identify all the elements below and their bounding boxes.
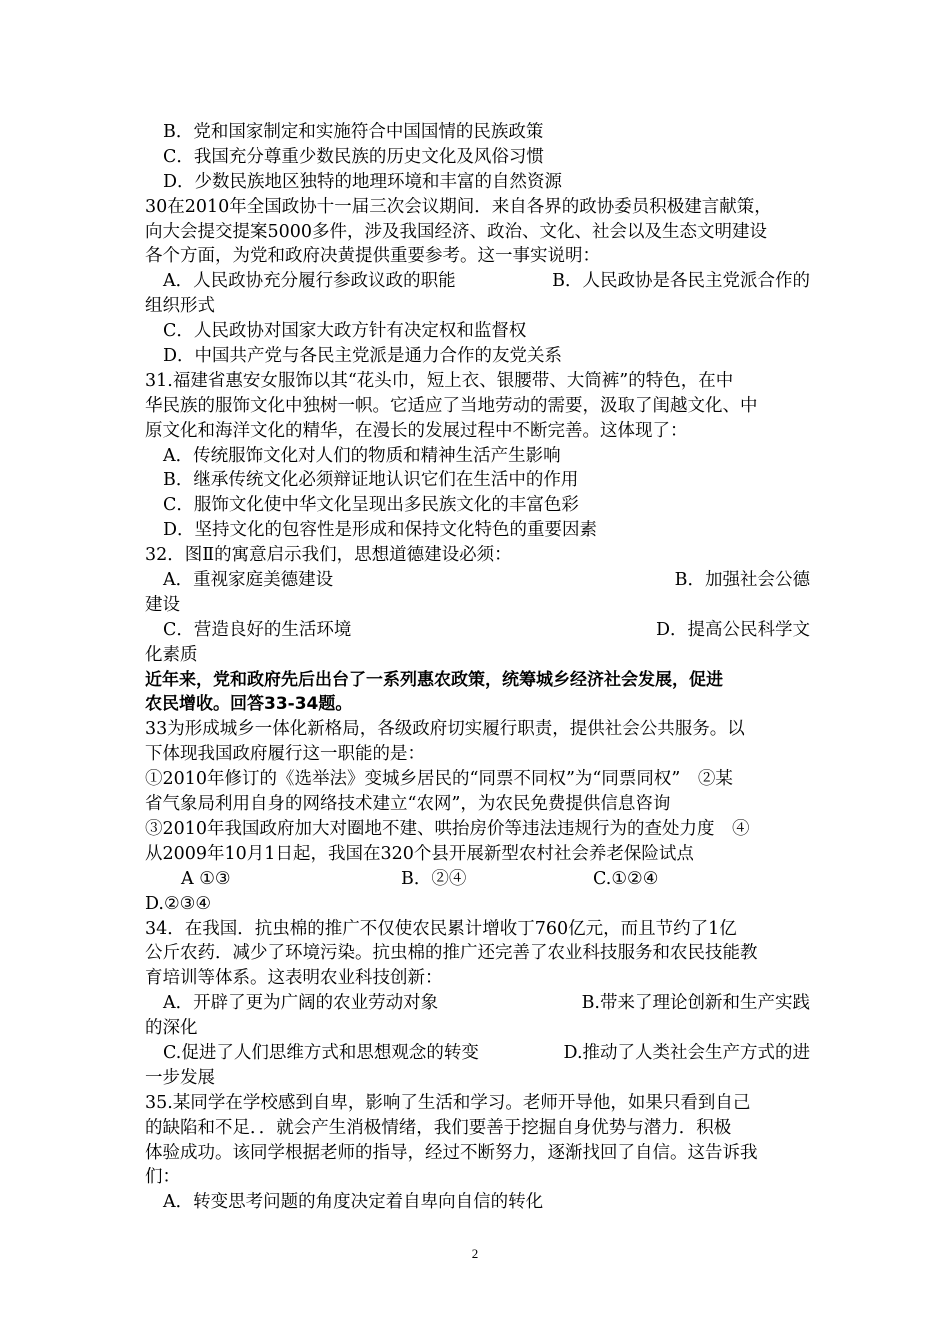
- q34-stem-2: 公斤农药．减少了环境污染。抗虫棉的推广还完善了农业科技服务和农民技能教: [145, 943, 758, 964]
- q33-item-4: 从2009年10月1日起，我国在320个县开展新型农村社会养老保险试点: [145, 843, 694, 864]
- q30-option-b-cont: 组织形式: [145, 296, 215, 317]
- q34-stem-3: 育培训等体系。这表明农业科技创新：: [145, 968, 443, 989]
- q30-option-b: B．人民政协是各民主党派合作的: [552, 271, 810, 292]
- q33-item-3: ③2010年我国政府加大对圈地不建、哄抬房价等违法违规行为的查处力度 ④: [145, 818, 750, 839]
- q35-stem-1: 35.某同学在学校感到自卑，影响了生活和学习。老师开导他，如果只看到自己: [145, 1092, 751, 1113]
- q34-option-c: C.促进了人们思维方式和思想观念的转变: [163, 1042, 479, 1063]
- q35-stem-3: 体验成功。该同学根据老师的指导，经过不断努力，逐渐找回了自信。这告诉我: [145, 1142, 758, 1163]
- q30-option-a: A．人民政协充分履行参政议政的职能: [163, 271, 456, 292]
- q30-stem-3: 各个方面，为党和政府决黄提供重要参考。这一事实说明：: [145, 246, 600, 267]
- q32-option-d: D．提高公民科学文: [655, 619, 810, 640]
- page-number: 2: [471, 1246, 479, 1261]
- q33-option-a: A ①③: [181, 868, 231, 889]
- q29-option-c: C．我国充分尊重少数民族的历史文化及风俗习惯: [163, 146, 544, 167]
- q32-option-a: A．重视家庭美德建设: [163, 570, 334, 591]
- q31-stem-1: 31.福建省惠安女服饰以其“花头巾，短上衣、银腰带、大筒裤”的特色，在中: [145, 370, 734, 391]
- q32-stem: 32．图Ⅱ的寓意启示我们，思想道德建设必须：: [145, 545, 512, 566]
- q33-item-1: ①2010年修订的《选举法》变城乡居民的“同票不同权”为“同票同权” ②某: [145, 769, 733, 790]
- q35-option-a: A．转变思考问题的角度决定着自卑向自信的转化: [163, 1192, 544, 1213]
- q33-item-2: 省气象局利用自身的网络技术建立“农网”，为农民免费提供信息咨询: [145, 794, 671, 815]
- q30-stem-2: 向大会提交提案5000多件，涉及我国经济、政治、文化、社会以及生态文明建设: [145, 221, 768, 242]
- q31-stem-3: 原文化和海洋文化的精华，在漫长的发展过程中不断完善。这体现了：: [145, 420, 688, 441]
- q31-option-b: B．继承传统文化必须辩证地认识它们在生活中的作用: [163, 470, 579, 491]
- q31-option-d: D．坚持文化的包容性是形成和保持文化特色的重要因素: [163, 520, 598, 541]
- section-intro-2: 农民增收。回答33-34题。: [145, 694, 353, 715]
- document-body: [145, 120, 810, 1215]
- q30-option-d: D．中国共产党与各民主党派是通力合作的友党关系: [163, 346, 563, 367]
- q33-options-abc: [145, 867, 810, 892]
- q35-stem-2: 的缺陷和不足．．就会产生消极情绪，我们要善于挖掘自身优势与潜力．积极: [145, 1117, 732, 1138]
- q32-option-b: B．加强社会公德: [674, 570, 810, 591]
- q34-option-d-cont: 一步发展: [145, 1067, 215, 1088]
- q32-options-cd: [145, 618, 810, 643]
- q34-option-a: A．开辟了更为广阔的农业劳动对象: [163, 993, 439, 1014]
- q30-options-ab: [145, 269, 810, 294]
- q34-options-ab: [145, 991, 810, 1016]
- q32-options-ab: [145, 568, 810, 593]
- q33-stem-1: 33为形成城乡一体化新格局，各级政府切实履行职责，提供社会公共服务。以: [145, 719, 745, 740]
- q34-option-d: D.推动了人类社会生产方式的进: [563, 1042, 810, 1063]
- q33-option-b: B．②④: [401, 868, 467, 889]
- q35-stem-4: 们：: [145, 1167, 180, 1188]
- q34-options-cd: [145, 1041, 810, 1066]
- q31-option-a: A．传统服饰文化对人们的物质和精神生活产生影响: [163, 445, 561, 466]
- q29-option-b: B．党和国家制定和实施符合中国国情的民族政策: [163, 122, 544, 142]
- q33-option-c: C.①②④: [593, 868, 659, 889]
- section-intro-1: 近年来，党和政府先后出台了一系列惠农政策，统筹城乡经济社会发展，促进: [145, 669, 723, 690]
- q31-stem-2: 华民族的服饰文化中独树一帜。它适应了当地劳动的需要，汲取了闺越文化、中: [145, 395, 758, 416]
- q34-option-b: B.带来了理论创新和生产实践: [581, 993, 810, 1014]
- q30-option-c: C．人民政协对国家大政方针有决定权和监督权: [163, 321, 527, 342]
- q34-stem-1: 34．在我国．抗虫棉的推广不仅使农民累计增收丁760亿元，而且节约了1亿: [145, 918, 737, 939]
- q32-option-d-cont: 化素质: [145, 644, 198, 665]
- q32-option-b-cont: 建设: [145, 594, 180, 615]
- q33-stem-2: 下体现我国政府履行这一职能的是：: [145, 744, 425, 765]
- q33-option-d: D.②③④: [145, 893, 212, 914]
- q30-stem-1: 30在2010年全国政协十一届三次会议期间．来自各界的政协委员积极建言献策，: [145, 196, 772, 217]
- q34-option-b-cont: 的深化: [145, 1018, 198, 1039]
- q32-option-c: C．营造良好的生活环境: [163, 619, 352, 640]
- q31-option-c: C．服饰文化使中华文化呈现出多民族文化的丰富色彩: [163, 495, 579, 516]
- q29-option-d: D．少数民族地区独特的地理环境和丰富的自然资源: [163, 171, 563, 192]
